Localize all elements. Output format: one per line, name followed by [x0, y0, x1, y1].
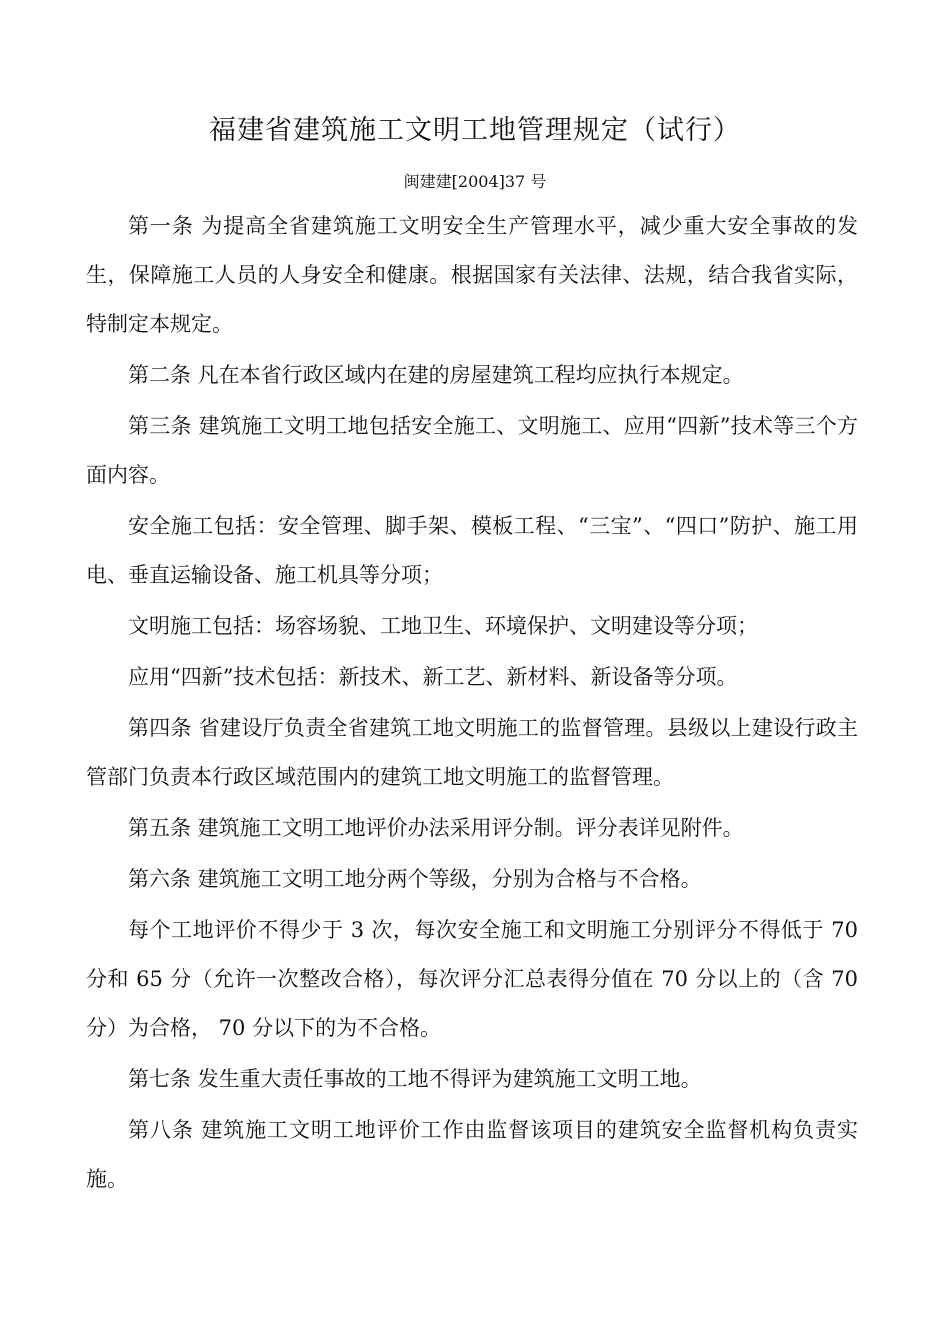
article-3-paragraph: 第三条 建筑施工文明工地包括安全施工、文明施工、应用“四新”技术等三个方面内容。 [86, 414, 858, 487]
article-7-paragraph: 第七条 发生重大责任事故的工地不得评为建筑施工文明工地。 [128, 1067, 702, 1091]
safety-construction-paragraph: 安全施工包括：安全管理、脚手架、模板工程、“三宝”、“四口”防护、施工用电、垂直运输设备、施工机具等分项； [86, 514, 858, 587]
article-6-paragraph: 第六条 建筑施工文明工地分两个等级，分别为合格与不合格。 [128, 867, 702, 891]
article-5-paragraph: 第五条 建筑施工文明工地评价办法采用评分制。评分表详见附件。 [128, 816, 744, 840]
civilized-construction-paragraph: 文明施工包括：场容场貌、工地卫生、环境保护、文明建设等分项； [128, 614, 758, 638]
evaluation-rules-paragraph: 每个工地评价不得少于 3 次，每次安全施工和文明施工分别评分不得低于 70 分和 65 分（允许一次整改合格），每次评分汇总表得分值在 70 分以上的（含 70 分）为合格， 70 分以下的为不合格。 [86, 918, 858, 1040]
article-2-paragraph: 第二条 凡在本省行政区域内在建的房屋建筑工程均应执行本规定。 [128, 363, 744, 387]
article-4-paragraph: 第四条 省建设厅负责全省建筑工地文明施工的监督管理。县级以上建设行政主管部门负责本行政区域范围内的建筑工地文明施工的监督管理。 [86, 716, 858, 789]
document-title: 福建省建筑施工文明工地管理规定（试行） [209, 115, 741, 146]
article-1-paragraph: 第一条 为提高全省建筑施工文明安全生产管理水平，减少重大安全事故的发生，保障施工人员的人身安全和健康。根据国家有关法律、法规，结合我省实际，特制定本规定。 [86, 214, 858, 336]
document-number: 闽建建[2004]37 号 [403, 172, 547, 191]
four-new-technology-paragraph: 应用“四新”技术包括：新技术、新工艺、新材料、新设备等分项。 [128, 665, 738, 689]
article-8-paragraph: 第八条 建筑施工文明工地评价工作由监督该项目的建筑安全监督机构负责实施。 [86, 1118, 858, 1191]
document-body [86, 202, 858, 1206]
